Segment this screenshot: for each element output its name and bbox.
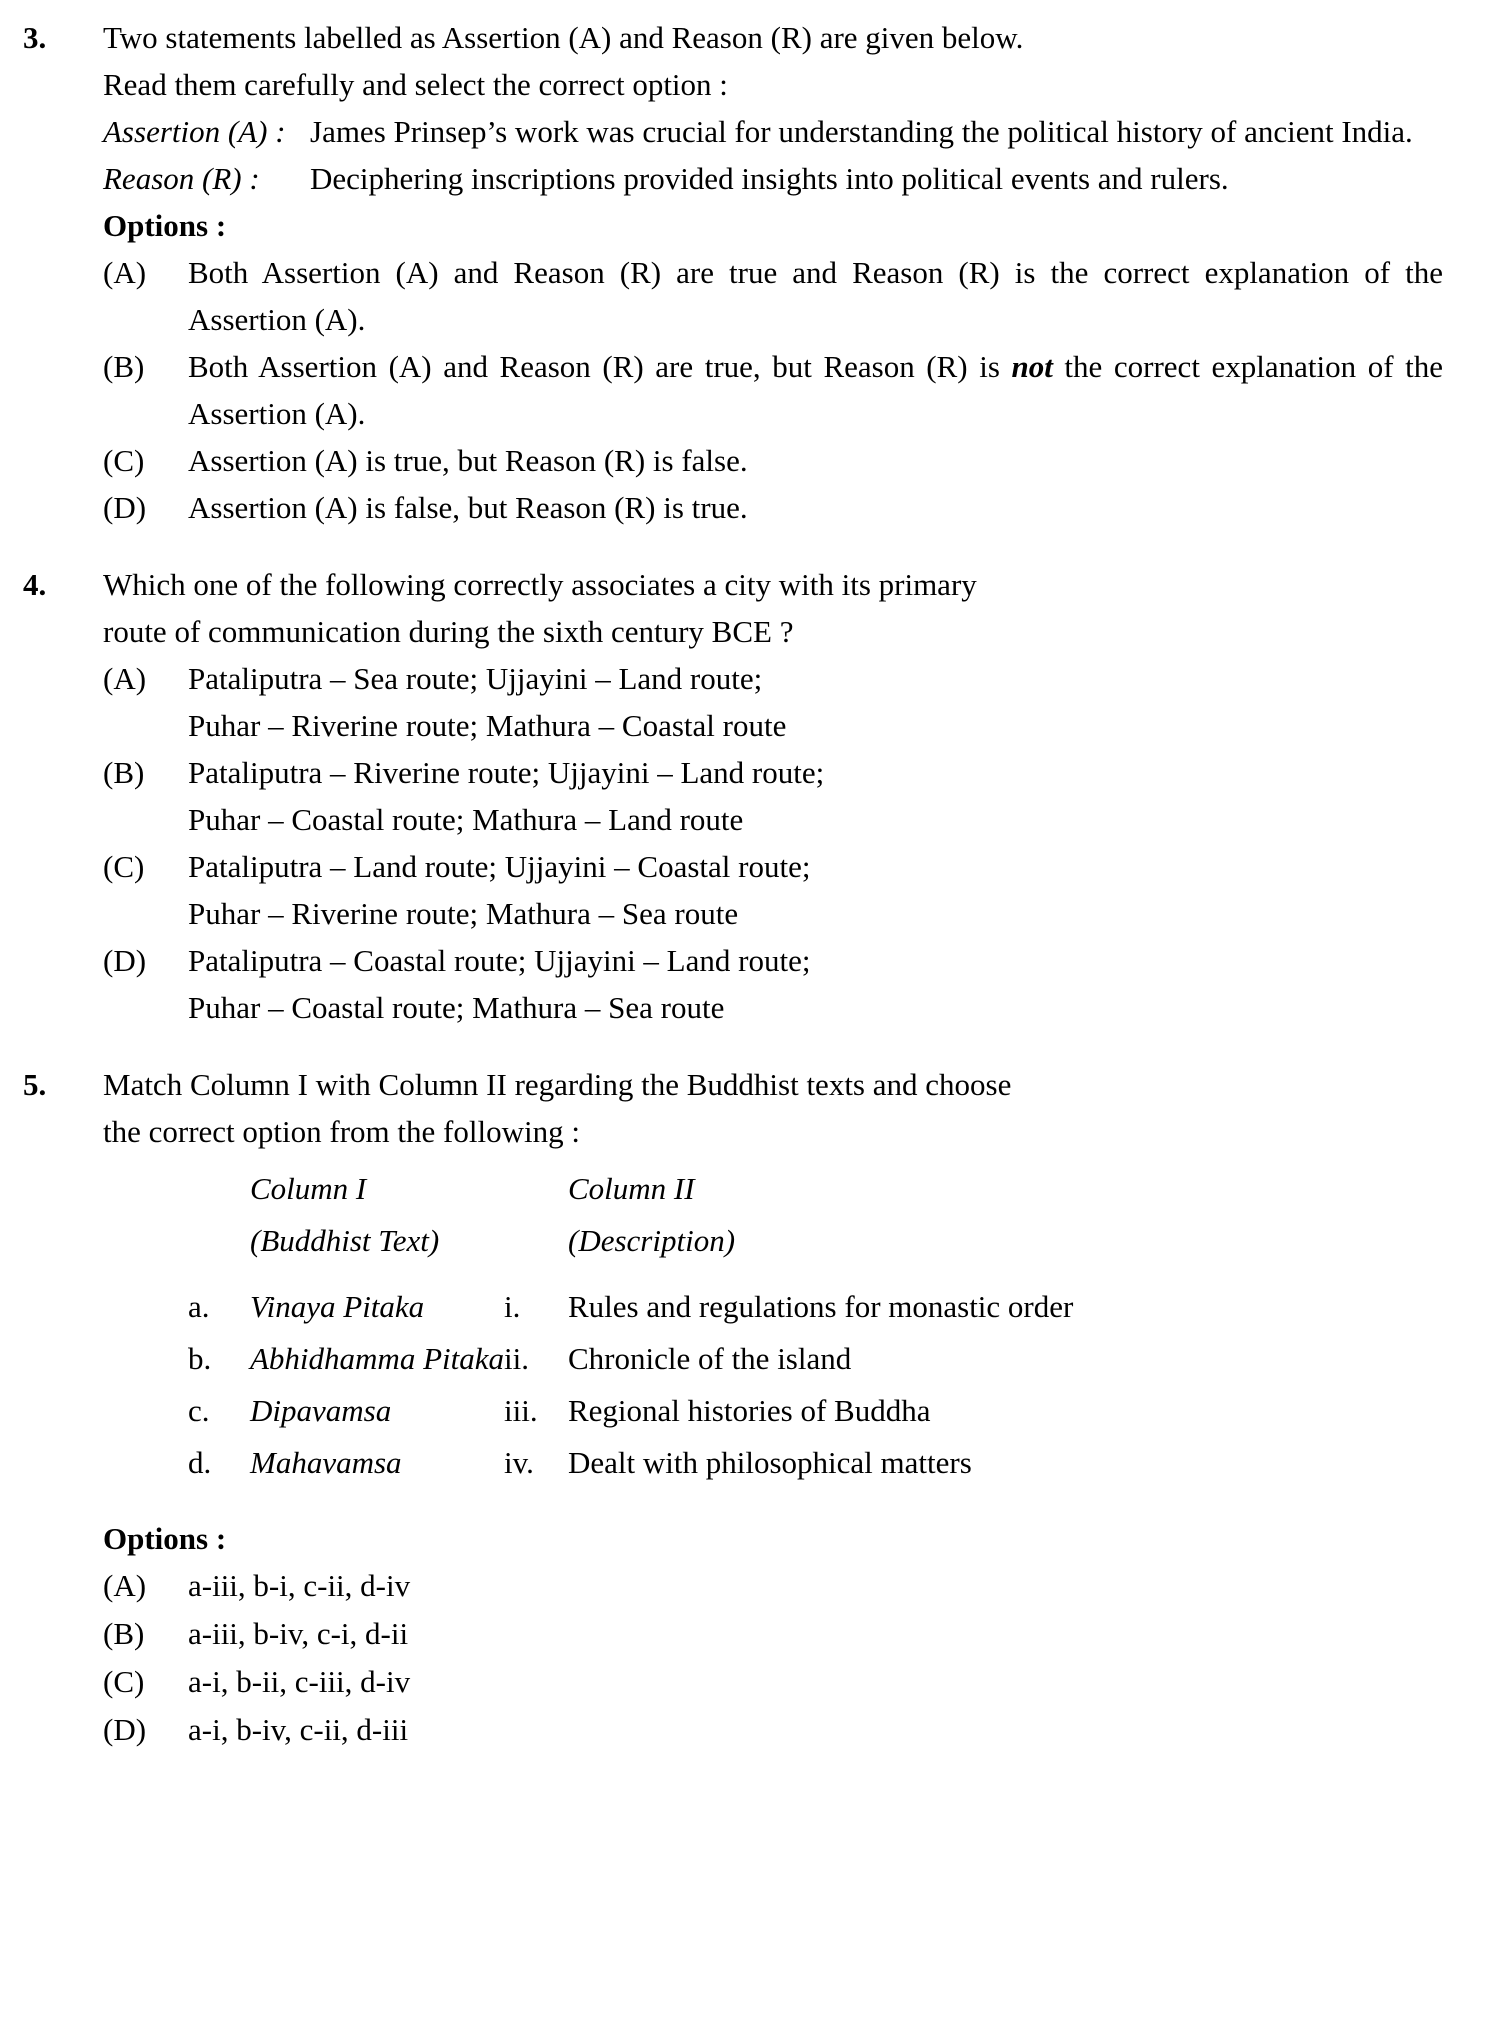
option-d[interactable]: [103, 937, 1443, 1031]
question-4: [20, 561, 1443, 1031]
question-number: 4.: [23, 567, 47, 602]
option-letter: (B): [103, 1616, 145, 1651]
option-text-line-1: Pataliputra – Sea route; Ujjayini – Land route;: [188, 661, 763, 696]
row-key: d.: [188, 1445, 212, 1480]
option-letter: (D): [103, 1712, 147, 1747]
option-text: a-iii, b-i, c-ii, d-iv: [188, 1568, 411, 1603]
table-subheader-row: [188, 1215, 1073, 1267]
blank-cell: [504, 1215, 568, 1267]
option-letter: (B): [103, 349, 145, 384]
row-description: Dealt with philosophical matters: [568, 1445, 972, 1480]
option-text: a-iii, b-iv, c-i, d-ii: [188, 1616, 409, 1651]
option-d[interactable]: [103, 1706, 1443, 1754]
row-text: Vinaya Pitaka: [250, 1289, 425, 1324]
option-b[interactable]: [103, 1610, 1443, 1658]
option-text: Assertion (A) is true, but Reason (R) is false.: [188, 443, 748, 478]
question-stem-line-1: Match Column I with Column II regarding the Buddhist texts and choose: [103, 1067, 1012, 1102]
option-text-line-2: Puhar – Riverine route; Mathura – Sea route: [188, 896, 739, 931]
question-body: [103, 1061, 1443, 1754]
table-spacer-row: [188, 1267, 1073, 1281]
option-a[interactable]: [103, 655, 1443, 749]
option-text-line-2: Puhar – Riverine route; Mathura – Coastal route: [188, 708, 787, 743]
question-stem-line-1: Which one of the following correctly associates a city with its primary: [103, 567, 977, 602]
assertion-text: James Prinsep’s work was crucial for understanding the political history of ancient India.: [310, 114, 1413, 149]
option-text-line-2: Puhar – Coastal route; Mathura – Land route: [188, 802, 744, 837]
row-description: Rules and regulations for monastic order: [568, 1289, 1074, 1324]
option-letter: (D): [103, 490, 147, 525]
row-key: c.: [188, 1393, 210, 1428]
option-text: [188, 343, 1443, 437]
option-text-line-1: Pataliputra – Coastal route; Ujjayini – Land route;: [188, 943, 811, 978]
blank-cell: [188, 1215, 250, 1267]
option-text: [188, 749, 1443, 843]
question-spacer: [20, 1031, 1443, 1061]
question-stem-line-2: the correct option from the following :: [103, 1114, 580, 1149]
option-text: [188, 843, 1443, 937]
option-letter: (B): [103, 755, 145, 790]
table-row: [188, 1437, 1073, 1489]
option-a[interactable]: [103, 249, 1443, 343]
row-text: Dipavamsa: [250, 1393, 392, 1428]
option-c[interactable]: [103, 1658, 1443, 1706]
reason-text: Deciphering inscriptions provided insights into political events and rulers.: [310, 161, 1229, 196]
column-2-subheader: (Description): [568, 1223, 736, 1258]
option-b[interactable]: [103, 749, 1443, 843]
option-text-before: Both Assertion (A) and Reason (R) are true, but Reason (R) is: [188, 349, 1012, 384]
row-description: Chronicle of the island: [568, 1341, 852, 1376]
row-description: Regional histories of Buddha: [568, 1393, 931, 1428]
option-emphasis-not: not: [1011, 349, 1053, 384]
option-text-line-2: Puhar – Coastal route; Mathura – Sea route: [188, 990, 725, 1025]
option-text: a-i, b-iv, c-ii, d-iii: [188, 1712, 409, 1747]
question-stem-line-1: Two statements labelled as Assertion (A) and Reason (R) are given below.: [103, 20, 1024, 55]
row-text: Mahavamsa: [250, 1445, 402, 1480]
column-1-header: Column I: [250, 1171, 367, 1206]
row-roman: ii.: [504, 1341, 529, 1376]
row-roman: iv.: [504, 1445, 534, 1480]
option-letter: (A): [103, 255, 147, 290]
question-stem-line-2: Read them carefully and select the correct option :: [103, 67, 728, 102]
option-text-after: the correct explanation of the Assertion (A).: [188, 349, 1443, 431]
option-letter: (D): [103, 943, 147, 978]
row-roman: iii.: [504, 1393, 538, 1428]
option-a[interactable]: [103, 1562, 1443, 1610]
blank-cell: [188, 1163, 250, 1215]
question-number: 5.: [23, 1067, 47, 1102]
row-key: a.: [188, 1289, 210, 1324]
assertion-row: [103, 108, 1443, 155]
options-heading: Options :: [103, 1521, 227, 1556]
table-row: [188, 1385, 1073, 1437]
reason-row: [103, 155, 1443, 202]
table-row: [188, 1281, 1073, 1333]
question-number: 3.: [23, 20, 47, 55]
question-3: [20, 14, 1443, 531]
option-letter: (A): [103, 1568, 147, 1603]
column-1-subheader: (Buddhist Text): [250, 1223, 440, 1258]
option-text: a-i, b-ii, c-iii, d-iv: [188, 1664, 411, 1699]
question-body: [103, 561, 1443, 1031]
option-c[interactable]: [103, 437, 1443, 484]
question-spacer: [20, 531, 1443, 561]
option-letter: (A): [103, 661, 147, 696]
options-heading: Options :: [103, 208, 227, 243]
match-columns-table: [188, 1163, 1073, 1489]
option-text: Both Assertion (A) and Reason (R) are true and Reason (R) is the correct explanation of the Assertion (A).: [188, 255, 1443, 337]
option-letter: (C): [103, 1664, 145, 1699]
option-b[interactable]: [103, 343, 1443, 437]
option-letter: (C): [103, 849, 145, 884]
option-text: [188, 655, 1443, 749]
row-text: Abhidhamma Pitaka: [250, 1341, 504, 1376]
blank-cell: [504, 1163, 568, 1215]
column-2-header: Column II: [568, 1171, 695, 1206]
table-row: [188, 1333, 1073, 1385]
question-body: [103, 14, 1443, 531]
option-text: [188, 937, 1443, 1031]
option-text: Assertion (A) is false, but Reason (R) is true.: [188, 490, 748, 525]
row-roman: i.: [504, 1289, 521, 1324]
question-stem-line-2: route of communication during the sixth century BCE ?: [103, 614, 794, 649]
option-text-line-1: Pataliputra – Riverine route; Ujjayini – Land route;: [188, 755, 825, 790]
reason-label: Reason (R) :: [103, 161, 260, 196]
spacer-cell: [188, 1267, 1073, 1281]
assertion-label: Assertion (A) :: [103, 114, 286, 149]
option-text-line-1: Pataliputra – Land route; Ujjayini – Coastal route;: [188, 849, 811, 884]
table-header-row: [188, 1163, 1073, 1215]
option-c[interactable]: [103, 843, 1443, 937]
question-5: [20, 1061, 1443, 1754]
option-letter: (C): [103, 443, 145, 478]
option-d[interactable]: [103, 484, 1443, 531]
row-key: b.: [188, 1341, 212, 1376]
